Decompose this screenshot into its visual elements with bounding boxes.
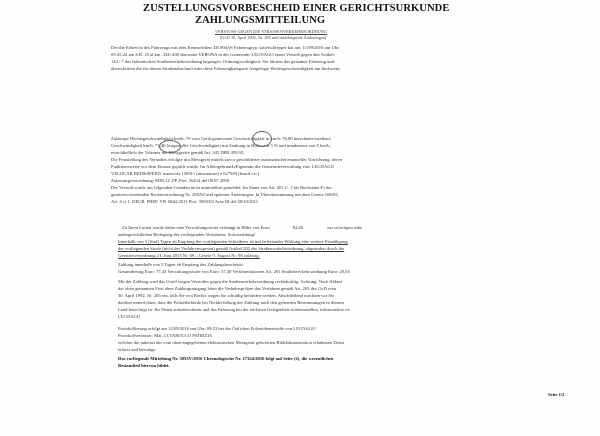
para1-line: überschritten die für diesen Straßenabschnitt oder diese Fahrzeugkategorie festgelegte Höchstgeschwindigkeit um höchstens	[111, 66, 340, 71]
para2-line: VELOCAR RED&SPEED, matricola 150911 (misuratore) e 627939 (board s.n.)	[111, 171, 260, 176]
fine-amount: 82,00	[292, 225, 304, 230]
para3-line: LEGNAGO	[118, 314, 141, 319]
protocol-line: Protokollierung erfolgt am 12/09/2016 um Uhr: 09:53 bei der Örtlichen Polizeidienststelle von LEGNAGO	[118, 326, 316, 331]
para3-underlined-line: Innerhalb von 5 (fünf) Tagen ab Empfang des vorliegenden Schreibens ist mit befreiender Wirkung eine weitere Ermäßigung	[118, 239, 348, 244]
para3-line: darüber unterrichten, dass die Polizeibehörde bei Nichterfüllung der Zahlung nach den geltenden Bestimmungen in diesem	[118, 300, 344, 305]
footer-bold-line1: Das vorliegende Mitteilung Nr. 3955V/2016 Chronologische Nr. 17324/2016 folgt auf Seite (2), die wesentlichen	[118, 356, 334, 361]
para3-underlined-line: Gesetzesverordnung 21. Juni 2013 Nr. 69 – Gesetz 9. August Nr. 98 zulässig.	[118, 253, 260, 258]
para3-line: Mit der Zahlung wird das Urteil wegen Verstoßes gegen die Straßenverkehrsordnung rechtskräftig. Achtung: Nach Ablauf	[118, 279, 343, 284]
para3-line: Zahlung innerhalb von 5 Tagen ab Empfang des Zahlungsbescheids:	[118, 262, 244, 267]
para2-line: Geschwindigkeit km/h: 71,40 festgestellte Geschwindigkeit mit Senkung in Höhe von 5 % und mindestens von 5 km/h,	[111, 143, 331, 148]
document-subtitle-line2: (GvD 30. April 1992, Nr. 285 und nachfolgende Änderungen)	[220, 35, 327, 40]
para3-line: außergerichtlichen Beilegung des vorliegenden Verfahrens. Sofortzahlung!	[118, 232, 256, 237]
para2-line: Zulassungsverordnung: MIN.LL.PP. Prot. 56214 del 08.07.2008	[111, 178, 230, 183]
document-title-line2: ZAHLUNGSMITTEILUNG	[195, 15, 326, 26]
fine-line	[122, 226, 362, 231]
para3-underlined-line: der vorliegenden Strafe (nicht der Verfahrensspesen) gemäß Artikel 202 der Straßenverkehrsordnung, abgeändert durch die	[118, 246, 345, 251]
para2-line: Die Feststellung des Verstoßes erfolgte mit Messgerät mittels zuvor geschilderter automatischer/manueller Vorrichtung, deren	[111, 157, 343, 162]
para1-line: 09:45:24 am S.R. 10 al km. 334+400 direzione VERONA in der Gemeinde: LEGNAGO einen Verstoß gegen den Artikel:	[111, 52, 335, 57]
protocol-line: erfasst und bestätigt.	[118, 347, 156, 352]
para3-line: Gesamtbetrag Euro: 77,43 Verwaltungsstrafe von Euro: 57,40 Verfahrenskosten Art. 201 Straßenverkehrsordnung Euro: 20,03	[118, 269, 350, 274]
calculated-speed-circle	[159, 140, 181, 153]
para1-line: 142 / 7 des Italienischen Straßenverkehrsordnung begangen. Ordnungswidrigkeit: Sie führten das genannte Fahrzeug und	[111, 59, 334, 64]
speed-limit-circle	[252, 131, 272, 147]
protocol-line: welcher die unbeirrt der vom oben angegebenen elektronischen Messgerät gelieferten Bilddokumentation erhaltenen Daten	[118, 340, 345, 345]
document-subtitle-line1	[215, 30, 327, 34]
para3-line: Land berechtigt ist. Ihr Daten aufzubewahren und das Fahrzeug bei der nächsten Gelegenheit sicherzustellen, insbesondere in:	[118, 307, 351, 312]
fine-text: Zu Ihren Lasten wurde daher eine Verwaltungsstrafe verhängt in Höhe von Euro:	[122, 225, 271, 230]
para1-line: Der/die Fahrer/in des Fahrzeugs mit dem Kennzeichen: DL904AS Fahrzeugtyp: sattelschlepper hat am: 11/09/2016 um Uhr:	[111, 45, 340, 50]
footer-bold-line2: Bestandteil hiervon bildet.	[118, 363, 170, 368]
para2-line: gesetzesvertretenden Rechtsverordnung Nr. 285/92 und späteren Änderungen. In Übereinstimmung mit dem Gesetz 168/02,	[111, 192, 339, 197]
para2-line: Art. 4 c) 1. DECR. PREF. VR. 8642/2011 Prot. 3965/02 Area III del 28/10/2011	[111, 199, 259, 204]
fine-tail: zur sofortigen oder	[327, 225, 363, 230]
para2-line: Der Verstoß wurde aus folgenden Gründen nicht unmittelbar gemeldet: Im Sinne von Art. 201 C. 1 bis Buchstabe F) der	[111, 185, 332, 190]
subtitle-underlined: VERSTOSS GEGEN DIE STRASSENVERKEHRSORDNUNG	[215, 29, 328, 34]
protocol-line: Protokollverfasser: Mat. 13 TAROCCO PATRIZIA	[118, 333, 213, 338]
para2-line: einschließlich der Toleranz der Messgeräte gemäß Art. 345 DPR 495/92.	[111, 150, 245, 155]
para3-line: der oben genannten Frist ohne Zahlungseingang leitet die Verkehrspolizei das Verfahren gemäß Art. 203 des GvD vom	[118, 286, 337, 291]
document-title-line1: ZUSTELLUNGSVORBESCHEID EINER GERICHTSURKUNDE	[143, 3, 450, 14]
para3-line: 30. April 1992, Nr. 285 ein, falls Sie von Rechts wegen für schuldig befunden werden. Abschließend möchten wir Sie	[118, 293, 335, 298]
page-number: Seite 1/2	[548, 392, 565, 397]
para2-line: Zulässige Höchstgeschwindigkeit km/h: 70 vom Gerät gemessene Geschwindigkeit in km/h: 76,00 berechnete/strafbare	[111, 136, 331, 141]
para2-line: Funktionsweise vor dem Einsatz geprüft wurde. Im Alleingebrauch/Eigentum der Gemeindeverwaltung von: LEGNAGO	[111, 164, 334, 169]
